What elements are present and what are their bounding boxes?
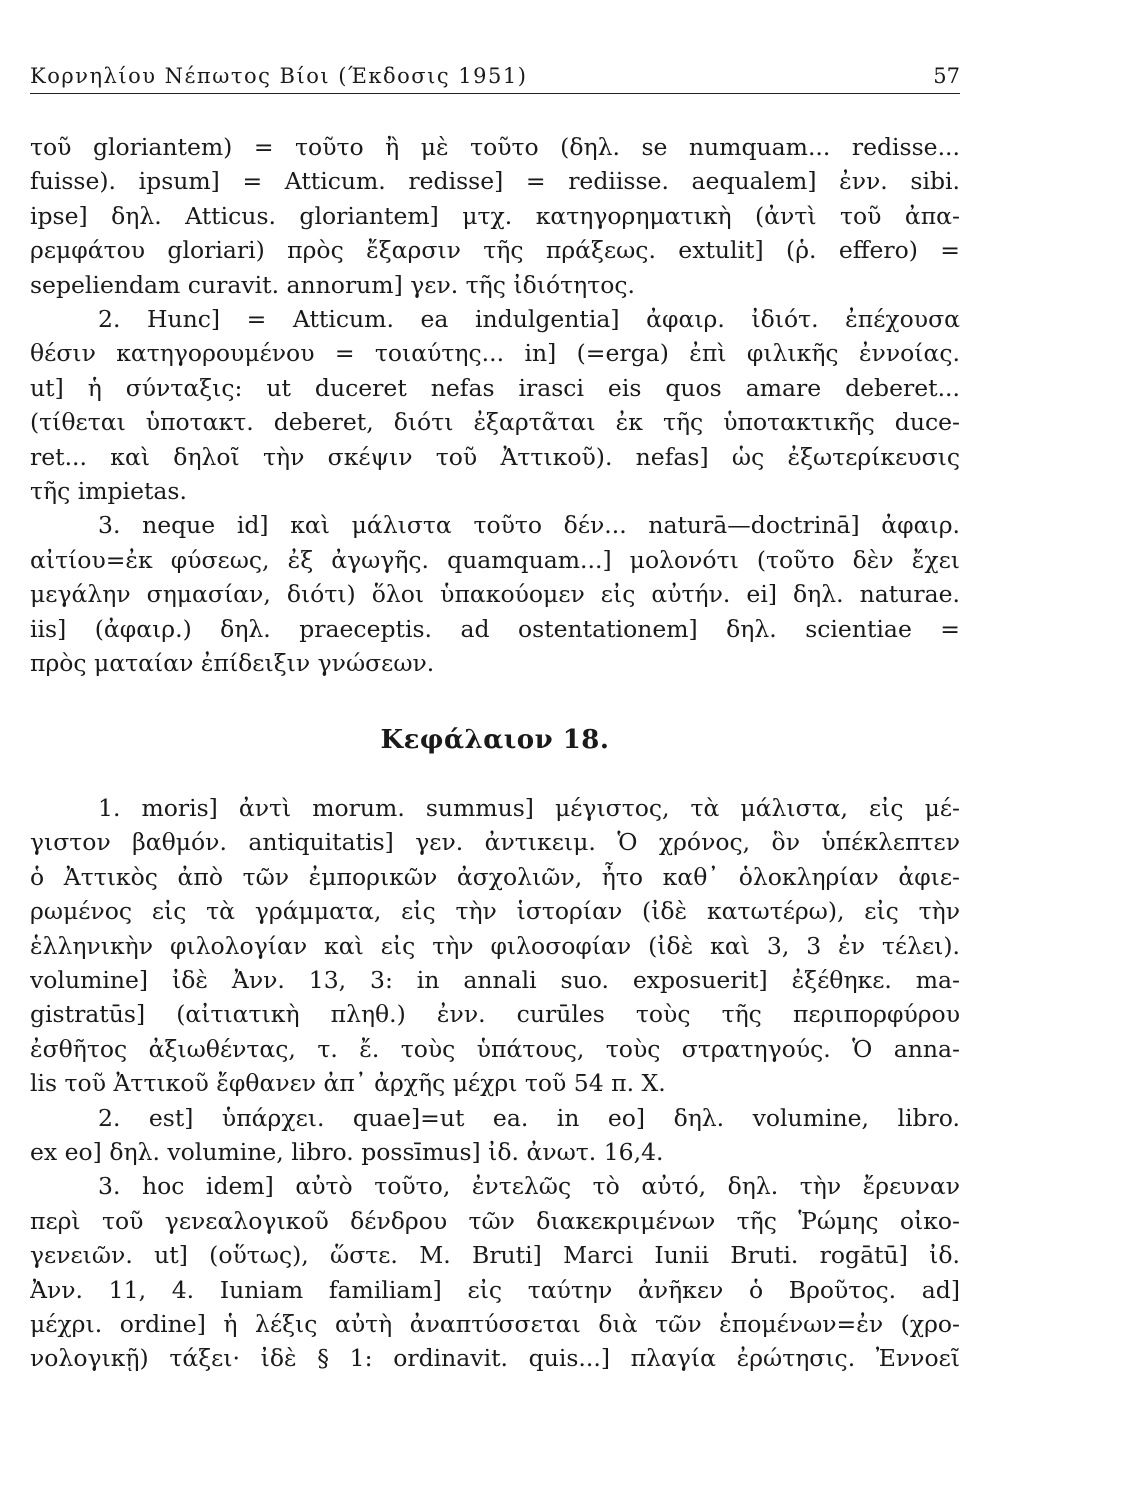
text-line: iis] (ἀφαιρ.) δηλ. praeceptis. ad ostentationem] δηλ. scientiae =	[30, 614, 960, 643]
text-line: sepeliendam curavit. annorum] γεν. τῆς ἰδιότητος.	[30, 270, 635, 299]
text-line: ἐσθῆτος ἀξιωθέντας, τ. ἔ. τοὺς ὑπάτους, τοὺς στρατηγούς. Ὁ anna-	[30, 1034, 960, 1063]
text-line: lis τοῦ Ἀττικοῦ ἔφθανεν ἀπ᾽ ἀρχῆς μέχρι τοῦ 54 π. Χ.	[30, 1069, 666, 1098]
text-line: ret... καὶ δηλοῖ τὴν σκέψιν τοῦ Ἀττικοῦ). nefas] ὡς ἐξωτερίκευσις	[30, 442, 960, 471]
text-line: fuisse). ipsum] = Atticum. redisse] = rediisse. aequalem] ἐνν. sibi.	[30, 167, 960, 196]
commentary-text	[30, 130, 960, 1376]
text-line: γιστον βαθμόν. antiquitatis] γεν. ἀντικειμ. Ὁ χρόνος, ὃν ὑπέκλεπτεν	[30, 828, 960, 857]
text-line: θέσιν κατηγορουμένου = τοιαύτης... in] (=erga) ἐπὶ φιλικῆς ἐννοίας.	[30, 339, 960, 368]
text-line: γενειῶν. ut] (οὕτως), ὥστε. M. Bruti] Marci Iunii Bruti. rogātū] ἰδ.	[30, 1241, 960, 1270]
text-line: ρωμένος εἰς τὰ γράμματα, εἰς τὴν ἱστορίαν (ἰδὲ κατωτέρω), εἰς τὴν	[30, 897, 960, 926]
text-line: μεγάλην σημασίαν, διότι) ὅλοι ὑπακούομεν εἰς αὐτήν. ei] δηλ. naturae.	[30, 580, 960, 609]
text-line: Ἀνν. 11, 4. Iuniam familiam] εἰς ταύτην ἀνῆκεν ὁ Βροῦτος. ad]	[30, 1275, 960, 1304]
text-line: 1. moris] ἀντὶ morum. summus] μέγιστος, τὰ μάλιστα, εἰς μέ-	[98, 793, 960, 822]
text-line: αἰτίου=ἐκ φύσεως, ἐξ ἀγωγῆς. quamquam...] μολονότι (τοῦτο δὲν ἔχει	[30, 545, 960, 574]
text-line: πρὸς ματαίαν ἐπίδειξιν γνώσεων.	[30, 649, 435, 678]
text-line: ipse] δηλ. Atticus. gloriantem] μτχ. κατηγορηματικὴ (ἀντὶ τοῦ ἀπα-	[30, 201, 960, 230]
text-line: ut] ἡ σύνταξις: ut duceret nefas irasci eis quos amare deberet...	[30, 373, 960, 402]
text-line: τοῦ gloriantem) = τοῦτο ἢ μὲ τοῦτο (δηλ. se numquam... redisse...	[30, 133, 960, 161]
text-line: ἑλληνικὴν φιλολογίαν καὶ εἰς τὴν φιλοσοφίαν (ἰδὲ καὶ 3, 3 ἐν τέλει).	[30, 931, 960, 960]
running-header	[30, 58, 960, 94]
text-line: ex eo] δηλ. volumine, libro. possīmus] ἰδ. ἀνωτ. 16,4.	[30, 1137, 664, 1166]
chapter-heading: Κεφάλαιον 18.	[380, 724, 610, 755]
text-line: ὁ Ἀττικὸς ἀπὸ τῶν ἐμπορικῶν ἀσχολιῶν, ἦτο καθ᾽ ὁλοκληρίαν ἀφιε-	[30, 862, 960, 891]
text-line: περὶ τοῦ γενεαλογικοῦ δένδρου τῶν διακεκριμένων τῆς Ῥώμης οἰκο-	[30, 1206, 960, 1235]
page	[30, 0, 960, 1500]
text-line: νολογικῇ) τάξει· ἰδὲ § 1: ordinavit. quis...] πλαγία ἐρώτησις. Ἐννοεῖ	[30, 1344, 960, 1373]
text-line: 3. neque id] καὶ μάλιστα τοῦτο δέν... naturā—doctrinā] ἀφαιρ.	[98, 511, 960, 540]
text-line: 2. Hunc] = Atticum. ea indulgentia] ἀφαιρ. ἰδιότ. ἐπέχουσα	[98, 305, 960, 334]
text-line: (τίθεται ὑποτακτ. deberet, διότι ἐξαρτᾶται ἐκ τῆς ὑποτακτικῆς duce-	[30, 408, 960, 437]
text-line: 2. est] ὑπάρχει. quae]=ut ea. in eo] δηλ. volumine, libro.	[98, 1103, 960, 1132]
text-line: volumine] ἰδὲ Ἀνν. 13, 3: in annali suo. exposuerit] ἐξέθηκε. ma-	[30, 965, 960, 994]
text-line: μέχρι. ordine] ἡ λέξις αὐτὴ ἀναπτύσσεται διὰ τῶν ἑπομένων=ἐν (χρο-	[30, 1310, 960, 1338]
text-line: 3. hoc idem] αὐτὸ τοῦτο, ἐντελῶς τὸ αὐτό, δηλ. τὴν ἔρευναν	[98, 1172, 960, 1201]
page-number: 57	[933, 64, 960, 88]
text-line: gistratūs] (αἰτιατικὴ πληθ.) ἐνν. curūles τοὺς τῆς περιπορφύρου	[30, 1000, 960, 1029]
header-title: Κορνηλίου Νέπωτος Βίοι (Έκδοσις 1951)	[30, 64, 528, 88]
text-line: τῆς impietas.	[30, 477, 187, 506]
text-line: ρεμφάτου gloriari) πρὸς ἔξαρσιν τῆς πράξεως. extulit] (ῥ. effero) =	[30, 236, 960, 265]
